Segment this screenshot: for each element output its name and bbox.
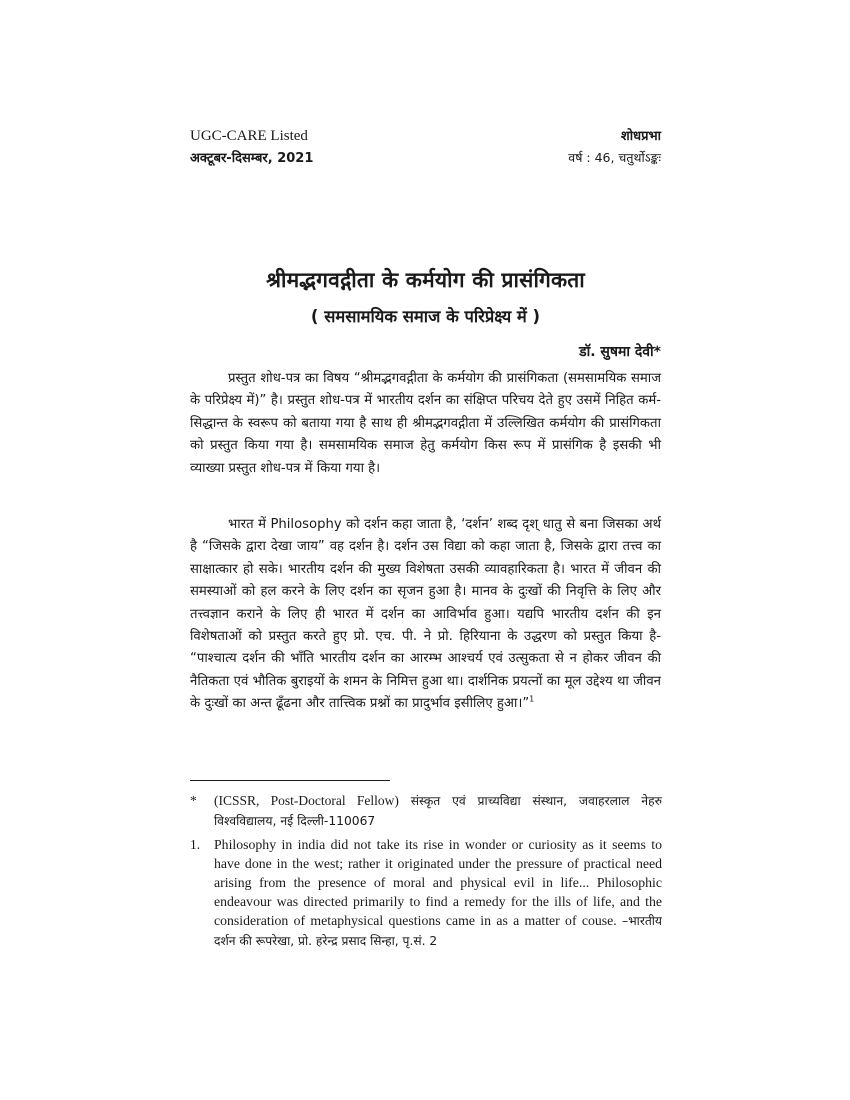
footnote-quote-english: Philosophy in india did not take its rise in wonder or curiosity as it seems to have done in the west; rather it originated under the pressure of practical need arising from the presence of moral and physical evil in life... Philosophic endeavour was directed primarily to find a remedy for the ills of life, and the consideration of metaphysical questions came in as a matter of couse.	[214, 837, 662, 928]
running-header	[190, 126, 661, 170]
article-subtitle: ( समसामयिक समाज के परिप्रेक्ष्य में )	[310, 307, 541, 326]
author-name: डॉ. सुषमा देवी*	[579, 344, 661, 360]
footnote-citation: –भारतीय दर्शन की रूपरेखा, प्रो. हरेन्द्र प्रसाद सिन्हा, पृ.सं. 2	[214, 914, 662, 948]
footnote-affiliation-english: (ICSSR, Post-Doctoral Fellow)	[214, 793, 399, 808]
body-paragraph	[190, 514, 661, 716]
footnote-number: 1.	[190, 837, 201, 852]
footnote-body	[214, 835, 662, 951]
ugc-care-label: UGC-CARE Listed	[190, 128, 308, 144]
footnote-separator	[190, 780, 390, 781]
footnote-ref: 1	[529, 694, 535, 704]
footnote-1	[190, 835, 662, 951]
footnote-body	[214, 791, 662, 831]
footnote-mark: *	[190, 793, 197, 808]
header-row-bottom	[190, 148, 661, 170]
footnote-author	[190, 791, 662, 831]
abstract-paragraph: प्रस्तुत शोध-पत्र का विषय “श्रीमद्भगवद्गीता के कर्मयोग की प्रासंगिकता (समसामयिक समाज के परिप्रेक्ष्य में)” है। प्रस्तुत शोध-पत्र में भारतीय दर्शन का संक्षिप्त परिचय देते हुए उसमें निहित कर्म-सिद्धान्त के स्वरूप को बताया गया है साथ ही श्रीमद्भगवद्गीता में उल्लिखित कर्मयोग की प्रासंगिकता को प्रस्तुत किया गया है। समसामयिक समाज हेतु कर्मयोग किस रूप में प्रासंगिक है इसकी भी व्याख्या प्रस्तुत शोध-पत्र में किया गया है।	[190, 371, 661, 476]
volume-issue: वर्ष : 46, चतुर्थोऽङ्कः	[568, 150, 661, 165]
body-paragraph-text: भारत में Philosophy को दर्शन कहा जाता है, ‘दर्शन’ शब्द दृश् धातु से बना जिसका अर्थ है “जिसके द्वारा देखा जाय” वह दर्शन है। दर्शन उस विद्या को कहा जाता है, जिसके द्वारा तत्त्व का साक्षात्कार हो सके। भारतीय दर्शन की मुख्य विशेषता उसकी व्यावहारिकता है। भारत में जीवन की समस्याओं को हल करने के लिए दर्शन का सृजन हुआ है। मानव के दुःखों की निवृत्ति के लिए और तत्त्वज्ञान कराने के लिए ही भारत में दर्शन का आविर्भाव हुआ। यद्यपि भारतीय दर्शन की इन विशेषताओं को प्रस्तुत करते हुए प्रो. एच. पी. ने प्रो. हिरियाना के उद्धरण को प्रस्तुत किया है- “पाश्चात्य दर्शन की भाँति भारतीय दर्शन का आरम्भ आश्चर्य एवं उत्सुकता से न होकर जीवन की नैतिकता एवं भौतिक बुराइयों के शमन के निमित्त हुआ था। दार्शनिक प्रयत्नों का मूल उद्देश्य था जीवन के दुःखों का अन्त ढूँढना और तात्त्विक प्रश्नों का प्रादुर्भाव इसीलिए हुआ।”	[190, 517, 661, 712]
footnote-affiliation-hindi: संस्कृत एवं प्राच्यविद्या संस्थान, जवाहरलाल नेहरु विश्वविद्यालय, नई दिल्ली-110067	[214, 794, 662, 828]
header-row-top	[190, 126, 661, 148]
journal-name: शोधप्रभा	[620, 129, 661, 144]
issue-date: अक्टूबर-दिसम्बर, 2021	[190, 151, 314, 166]
article-title: श्रीमद्भगवद्गीता के कर्मयोग की प्रासंगिकता	[266, 268, 585, 292]
